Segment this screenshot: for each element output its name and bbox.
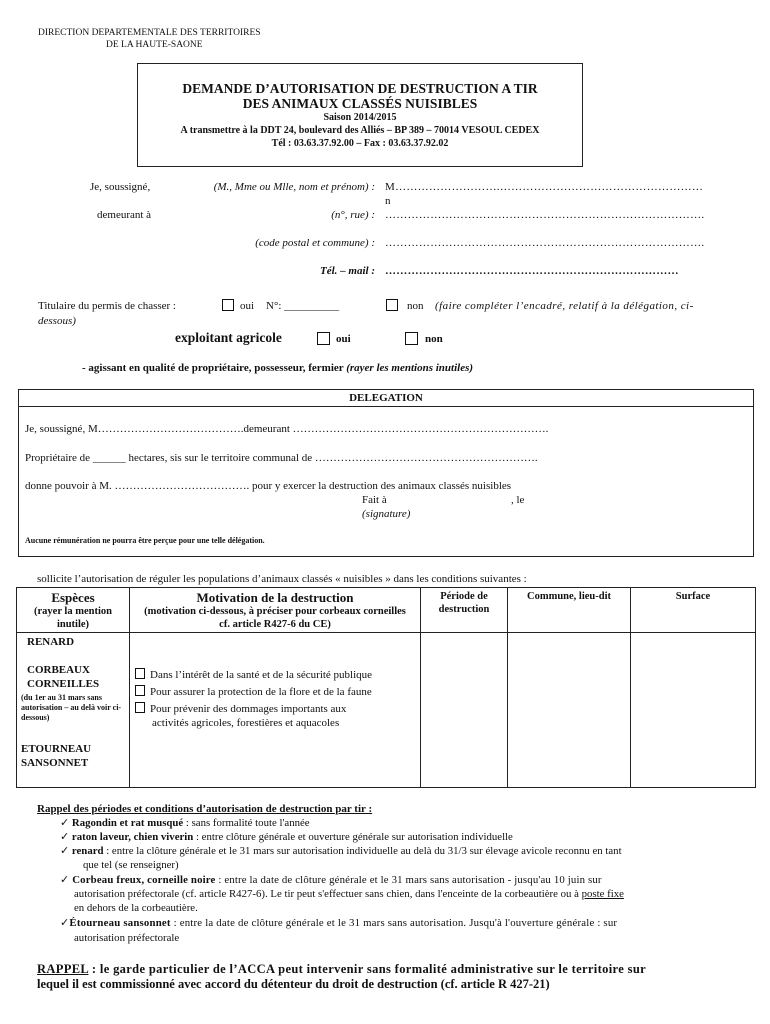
species-corbeaux[interactable]: CORBEAUX <box>27 664 90 676</box>
rappel-0-bold: Ragondin et rat musqué <box>71 817 184 829</box>
demeurant-hint: (n°, rue) : <box>331 209 375 221</box>
permis-number-field[interactable]: N°: __________ <box>266 300 340 312</box>
permis-oui-checkbox[interactable] <box>222 299 234 311</box>
season: Saison 2014/2015 <box>323 112 397 123</box>
species-cell <box>17 633 130 788</box>
rappel-final-line-1 <box>37 962 646 977</box>
rappel-3-cont2: en dehors de la corbeautière. <box>74 902 198 914</box>
motivation-1-checkbox[interactable] <box>135 668 145 679</box>
permis-label: Titulaire du permis de chasser : <box>38 300 176 312</box>
name-field[interactable]: M……………………….……………………………………………… <box>385 181 704 193</box>
request-intro: sollicite l’autorisation de réguler les populations d’animaux classés « nuisibles » dans les conditions suivantes : <box>37 573 527 585</box>
rappel-item-4 <box>60 916 617 930</box>
especes-sub: (rayer la mention inutile) <box>34 606 112 630</box>
motivation-3-checkbox[interactable] <box>135 702 145 713</box>
rappel-final-line-2: lequel il est commissionné avec accord du détenteur du droit de destruction (cf. article R 427-21) <box>37 977 550 991</box>
delegation-heading: DELEGATION <box>19 390 753 407</box>
exploitant-oui-checkbox[interactable] <box>317 332 330 345</box>
motivation-cell <box>130 633 421 788</box>
org-line-1: DIRECTION DEPARTEMENTALE DES TERRITOIRES <box>38 28 261 38</box>
check-icon: ✓ <box>60 831 70 843</box>
rappel-final-text-1: : le garde particulier de l’ACCA peut intervenir sans formalité administrative sur le territoire sur <box>88 962 647 976</box>
title-line-1: DEMANDE D’AUTORISATION DE DESTRUCTION A TIR <box>182 81 538 96</box>
surface-title: Surface <box>675 591 711 602</box>
le-label: , le <box>511 494 525 506</box>
check-icon: ✓ <box>60 845 70 857</box>
poste-fixe: poste fixe <box>581 888 624 900</box>
surface-cell[interactable] <box>631 633 756 788</box>
check-icon: ✓ <box>60 917 70 929</box>
cp-hint: (code postal et commune) : <box>255 237 375 249</box>
col-surface-header <box>631 588 756 633</box>
tel-field[interactable]: …………………………………………………………………… <box>385 265 679 277</box>
check-icon: ✓ <box>60 817 70 829</box>
rappel-item-0 <box>60 816 310 830</box>
rappel-4-cont: autorisation préfectorale <box>74 932 180 944</box>
species-sansonnet[interactable]: SANSONNET <box>21 757 89 769</box>
address: A transmettre à la DDT 24, boulevard des Alliés – BP 389 – 70014 VESOUL CEDEX <box>180 125 540 136</box>
soussigne-hint: (M., Mme ou Mlle, nom et prénom) : <box>213 181 375 193</box>
motivation-1-label: Dans l’intérêt de la santé et de la sécurité publique <box>150 669 373 681</box>
periode-cell[interactable] <box>421 633 508 788</box>
permis-non-checkbox[interactable] <box>386 299 398 311</box>
request-table <box>16 587 756 788</box>
signature-label: (signature) <box>362 508 411 520</box>
species-corneilles[interactable]: CORNEILLES <box>27 678 100 690</box>
rappel-3-bold: Corbeau freux, corneille noire <box>72 874 216 886</box>
rappel-final-label: RAPPEL <box>37 962 89 976</box>
agissant-note: (rayer les mentions inutiles) <box>346 362 474 374</box>
soussigne-label: Je, soussigné, <box>90 181 151 193</box>
agissant-line <box>82 362 473 374</box>
motivation-3-cont: activités agricoles, forestières et aquacoles <box>152 717 340 729</box>
address-field[interactable]: …………………………………………………………………………. <box>385 209 705 221</box>
col-commune-header <box>508 588 631 633</box>
rappel-3-cont <box>74 887 624 901</box>
motivation-option-3[interactable] <box>135 702 346 715</box>
cp-field[interactable]: …………………………………………………………………………. <box>385 237 705 249</box>
rappel-0-text: : sans formalité toute l'année <box>183 817 310 829</box>
rappel-1-bold: raton laveur, chien viverin <box>71 831 194 843</box>
rappel-heading: Rappel des périodes et conditions d’autorisation de destruction par tir : <box>37 803 373 815</box>
rappel-4-text: : entre la date de clôture générale et le 31 mars sans autorisation. Jusqu'à l'ouverture générale : sur <box>170 917 618 929</box>
exploitant-label: exploitant agricole <box>175 330 282 345</box>
permis-oui-label: oui <box>240 300 255 312</box>
delegation-line-2[interactable]: Propriétaire de ______ hectares, sis sur le territoire communal de ……………………………………………………. <box>25 452 538 464</box>
check-icon: ✓ <box>60 874 70 886</box>
commune-cell[interactable] <box>508 633 631 788</box>
rappel-item-3 <box>60 873 602 887</box>
corneilles-note: (du 1er au 31 mars sans autorisation – au delà voir ci-dessous) <box>21 693 122 722</box>
org-line-2: DE LA HAUTE-SAONE <box>106 40 203 50</box>
motivation-2-checkbox[interactable] <box>135 685 145 696</box>
phone-fax: Tél : 03.63.37.92.00 – Fax : 03.63.37.92.02 <box>271 138 449 149</box>
motivation-2-label: Pour assurer la protection de la flore et de la faune <box>150 686 372 698</box>
demeurant-label: demeurant à <box>97 209 152 221</box>
delegation-line-3[interactable]: donne pouvoir à M. ………………………………. pour y exercer la destruction des animaux classés nuisibles <box>25 480 512 492</box>
commune-title: Commune, lieu-dit <box>527 591 611 602</box>
especes-title: Espèces <box>51 590 95 605</box>
col-motivation-header <box>130 588 421 633</box>
rappel-2-cont: que tel (se renseigner) <box>83 859 179 871</box>
col-especes-header <box>17 588 130 633</box>
exploitant-non-checkbox[interactable] <box>405 332 418 345</box>
rappel-3-cont-text: autorisation préfectorale (cf. article R427-6). Le tir peut s'effectuer sans chien, dans l'enceinte de la corbeautière ou à <box>74 888 582 900</box>
tel-label: Tél. – mail : <box>320 265 375 277</box>
permis-non-label: non <box>407 300 424 312</box>
rappel-1-text: : entre clôture générale et ouverture générale sur autorisation individuelle <box>193 831 513 843</box>
delegation-line-1[interactable]: Je, soussigné, M………………………………….demeurant ……………………………………………………………. <box>25 423 549 435</box>
rappel-4-bold: Étourneau sansonnet <box>69 917 171 929</box>
col-periode-header <box>421 588 508 633</box>
fait-a-label: Fait à <box>362 494 387 506</box>
motivation-sub: (motivation ci-dessous, à préciser pour corbeaux corneilles cf. article R427-6 du CE) <box>144 606 406 630</box>
exploitant-oui-label: oui <box>336 333 351 345</box>
species-renard[interactable]: RENARD <box>27 636 75 648</box>
rappel-item-1 <box>60 830 513 844</box>
title-line-2: DES ANIMAUX CLASSÉS NUISIBLES <box>242 96 478 111</box>
rappel-2-text: : entre la clôture générale et le 31 mars sur autorisation individuelle au delà du 31/3 sur élevage avicole reconnu en tant <box>103 845 622 857</box>
rappel-3-text: : entre la date de clôture générale et le 31 mars sans autorisation - jusqu'au 10 juin sur <box>215 874 602 886</box>
exploitant-non-label: non <box>425 333 443 345</box>
species-etourneau[interactable]: ETOURNEAU <box>21 743 92 755</box>
rappel-2-bold: renard <box>71 845 104 857</box>
motivation-option-2[interactable] <box>135 685 372 698</box>
permis-note-cont: dessous) <box>38 315 76 327</box>
delegation-box <box>18 389 754 557</box>
title-box <box>137 63 583 167</box>
periode-title: Période de destruction <box>438 591 490 615</box>
motivation-3-label: Pour prévenir des dommages importants aux <box>150 703 347 715</box>
department-header <box>38 27 261 51</box>
agissant-text: - agissant en qualité de propriétaire, possesseur, fermier <box>82 362 344 374</box>
rappel-item-2 <box>60 844 622 858</box>
name-field-wrap: n <box>385 195 391 207</box>
motivation-title: Motivation de la destruction <box>196 590 354 605</box>
permis-note: (faire compléter l’encadré, relatif à la délégation, ci- <box>435 300 694 312</box>
motivation-option-1[interactable] <box>135 668 372 681</box>
delegation-notice: Aucune rémunération ne pourra être perçue pour une telle délégation. <box>25 536 265 545</box>
